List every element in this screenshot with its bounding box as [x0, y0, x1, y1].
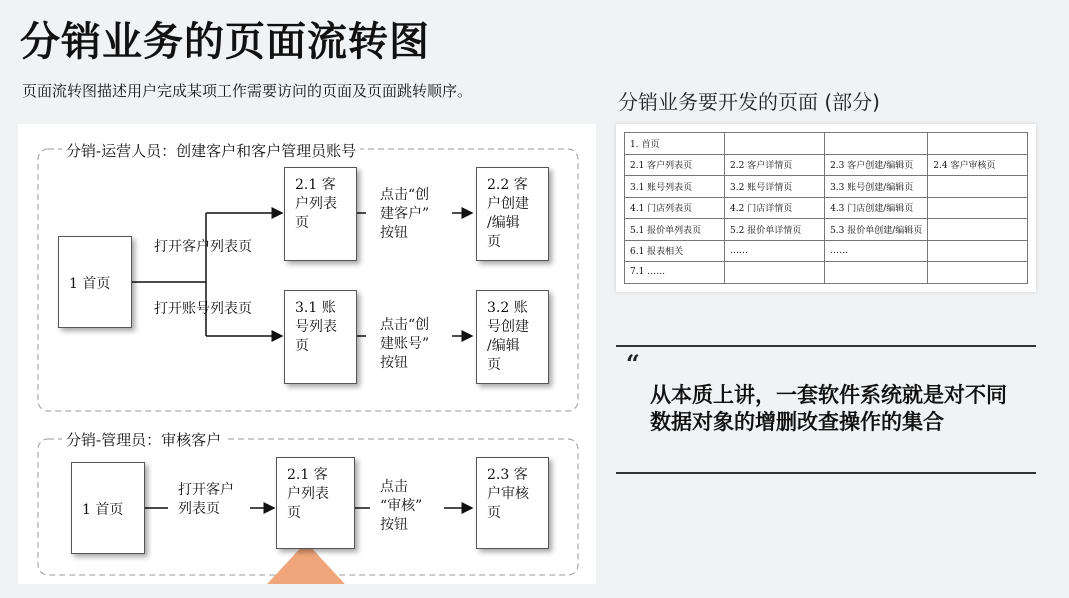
table-cell	[825, 133, 928, 155]
group1-edge-open-accounts: 打开账号列表页	[154, 301, 252, 317]
group2-customer-review-node: 2.3 客 户审核 页	[476, 457, 549, 549]
group2-edge-open-customers: 打开客户 列表页	[178, 482, 234, 517]
page-subtitle: 页面流转图描述用户完成某项工作需要访问的页面及页面跳转顺序。	[22, 82, 473, 100]
group1-customer-list-node: 2.1 客 户列表 页	[284, 167, 357, 261]
group2-title: 分销-管理员：审核客户	[62, 429, 225, 450]
table-cell: 4.2 门店详情页	[725, 197, 825, 219]
group1-home-node: 1 首页	[58, 236, 132, 328]
page-title: 分销业务的页面流转图	[20, 19, 430, 65]
table-cell: 3.2 账号详情页	[725, 176, 825, 198]
group1-edge-open-customers: 打开客户列表页	[154, 239, 252, 255]
table-cell: 2.4 客户审核页	[928, 154, 1028, 176]
table-cell: 4.1 门店列表页	[625, 197, 725, 219]
pages-title: 分销业务要开发的页面 (部分)	[618, 90, 880, 114]
table-row	[625, 219, 1028, 241]
table-cell	[928, 240, 1028, 262]
table-cell: ……	[825, 240, 928, 262]
table-row	[625, 240, 1028, 262]
table-cell: 2.2 客户详情页	[725, 154, 825, 176]
table-cell: 5.1 报价单列表页	[625, 219, 725, 241]
table-row	[625, 262, 1028, 284]
table-row	[625, 133, 1028, 155]
group1-title: 分销-运营人员：创建客户和客户管理员账号	[62, 140, 360, 161]
table-row	[625, 197, 1028, 219]
group1-edge-click-create-customer: 点击“创 建客户” 按钮	[380, 187, 430, 241]
table-cell: ……	[725, 240, 825, 262]
table-cell: 5.2 报价单详情页	[725, 219, 825, 241]
table-cell	[928, 197, 1028, 219]
pages-table-panel	[616, 124, 1036, 292]
table-cell: 1. 首页	[625, 133, 725, 155]
quote-mark-icon: “	[626, 349, 640, 378]
table-cell	[825, 262, 928, 284]
quote-bottom-rule	[616, 472, 1036, 474]
table-cell	[725, 133, 825, 155]
group1-customer-create-node: 2.2 客 户创建 /编辑 页	[476, 167, 549, 261]
table-row	[625, 176, 1028, 198]
table-cell	[928, 176, 1028, 198]
group1-edge-click-create-account: 点击“创 建账号” 按钮	[380, 317, 430, 371]
table-cell: 2.1 客户列表页	[625, 154, 725, 176]
flow-diagram-panel	[18, 124, 596, 584]
table-cell: 5.3 报价单创建/编辑页	[825, 219, 928, 241]
quote-text: 从本质上讲，一套软件系统就是对不同数据对象的增删改查操作的集合	[650, 382, 1007, 434]
quote-top-rule	[616, 345, 1036, 347]
table-cell: 3.3 账号创建/编辑页	[825, 176, 928, 198]
group2-edge-click-review: 点击 “审核” 按钮	[380, 479, 423, 533]
table-cell: 7.1 ……	[625, 262, 725, 284]
table-cell	[928, 262, 1028, 284]
group1-account-create-node: 3.2 账 号创建 /编辑 页	[476, 290, 549, 384]
table-cell	[928, 133, 1028, 155]
table-cell	[725, 262, 825, 284]
table-cell: 3.1 账号列表页	[625, 176, 725, 198]
table-cell: 6.1 报表相关	[625, 240, 725, 262]
group2-home-node: 1 首页	[71, 462, 145, 554]
pages-table	[624, 132, 1028, 284]
group2-customer-list-node: 2.1 客 户列表 页	[276, 457, 355, 549]
table-cell	[928, 219, 1028, 241]
table-row	[625, 154, 1028, 176]
table-cell: 2.3 客户创建/编辑页	[825, 154, 928, 176]
group1-account-list-node: 3.1 账 号列表 页	[284, 290, 357, 384]
table-cell: 4.3 门店创建/编辑页	[825, 197, 928, 219]
